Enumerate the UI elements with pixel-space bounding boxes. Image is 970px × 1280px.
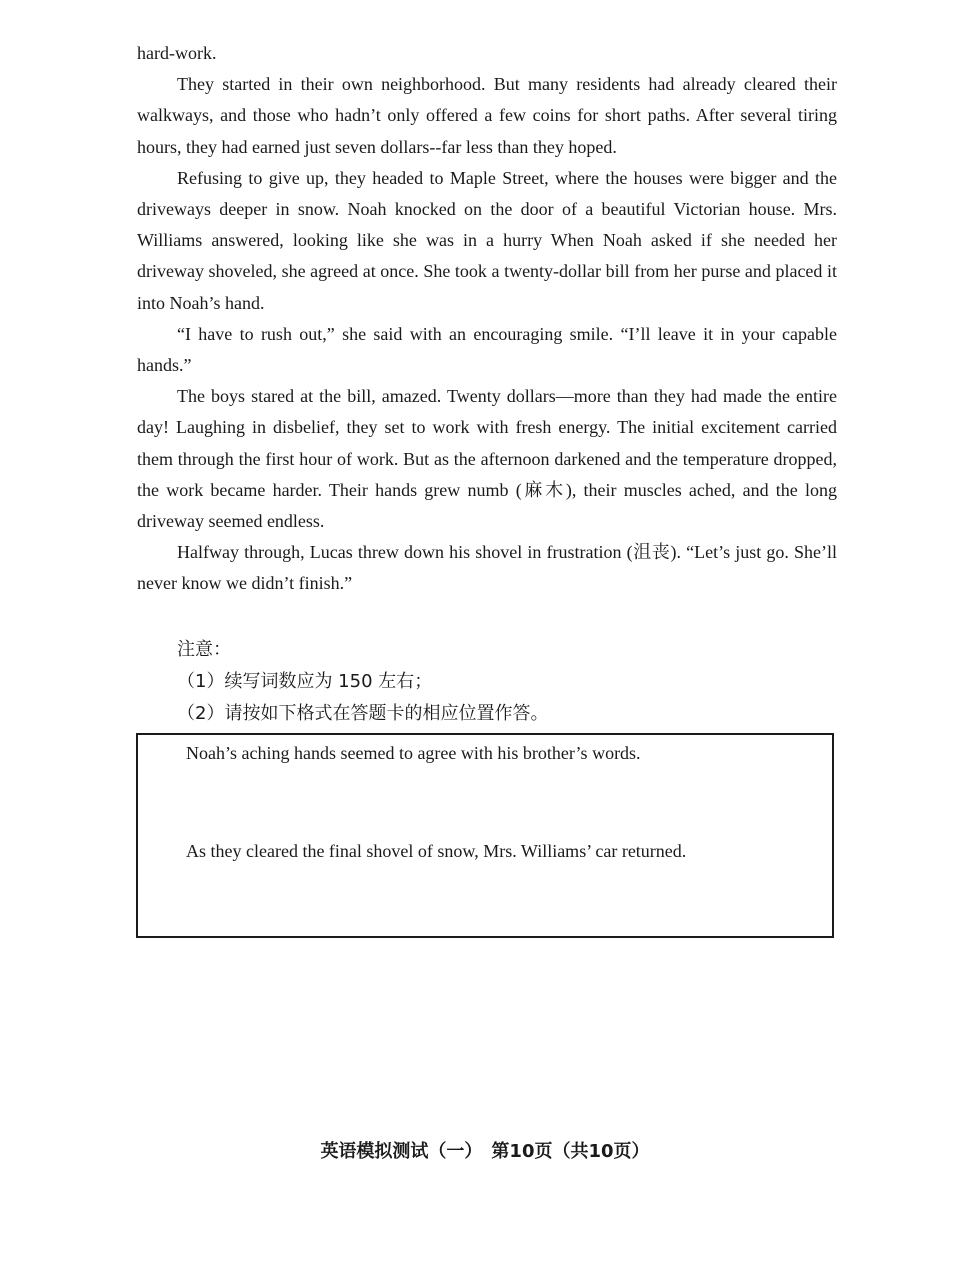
paragraph-neighborhood: They started in their own neighborhood. But many residents had already cleared their walkways, and those who hadn’t only offered a few coins for short paths. After several tiring hours, they had earned just seven dollars--far less than they hoped. bbox=[137, 74, 837, 157]
instructions-title: 注意： bbox=[177, 639, 231, 660]
page-footer: 英语模拟测试（一） 第10页（共10页） bbox=[320, 1141, 650, 1162]
instructions bbox=[177, 634, 817, 730]
instruction-format: （2）请按如下格式在答题卡的相应位置作答。 bbox=[177, 703, 549, 724]
answer-opening-sentence-2: As they cleared the final shovel of snow, Mrs. Williams’ car returned. bbox=[186, 841, 687, 861]
story-passage bbox=[137, 38, 837, 600]
paragraph-continuation: hard-work. bbox=[137, 43, 217, 63]
answer-opening-sentence-1: Noah’s aching hands seemed to agree with his brother’s words. bbox=[186, 743, 641, 763]
paragraph-halfway: Halfway through, Lucas threw down his shovel in frustration (沮丧). “Let’s just go. She’ll never know we didn’t finish.” bbox=[137, 542, 837, 594]
paragraph-maple-street: Refusing to give up, they headed to Maple Street, where the houses were bigger and the driveways deeper in snow. Noah knocked on the door of a beautiful Victorian house. Mrs. Williams answered, looking like she was in a hurry When Noah asked if she needed her driveway shoveled, she agreed at once. She took a twenty-dollar bill from her purse and placed it into Noah’s hand. bbox=[137, 167, 837, 313]
answer-box bbox=[136, 733, 834, 938]
paragraph-rush-out: “I have to rush out,” she said with an encouraging smile. “I’ll leave it in your capable hands.” bbox=[137, 323, 837, 376]
paragraph-twenty-dollars: The boys stared at the bill, amazed. Twenty dollars—more than they had made the entire day! Laughing in disbelief, they set to work with fresh energy. The initial excitement carried them through the first hour of work. But as the afternoon darkened and the temperature dropped, the work became harder. Their hands grew numb (麻木), their muscles ached, and the long driveway seemed endless. bbox=[137, 386, 837, 532]
instruction-word-count: （1）续写词数应为 150 左右； bbox=[177, 671, 433, 692]
